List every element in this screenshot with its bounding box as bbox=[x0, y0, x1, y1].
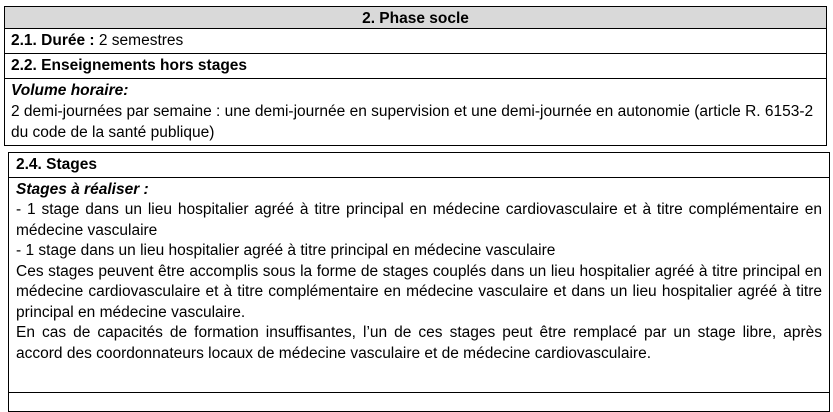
duree-value: 2 semestres bbox=[94, 32, 184, 49]
phase-socle-header: 2. Phase socle bbox=[5, 7, 826, 29]
volume-horaire-label: Volume horaire: bbox=[11, 82, 129, 99]
stages-title: 2.4. Stages bbox=[9, 153, 829, 178]
volume-horaire-row bbox=[5, 79, 826, 145]
stages-couples-paragraph: Ces stages peuvent être accomplis sous la forme de stages couplés dans un lieu hospitalier agréé à titre principal en médecine cardiovasculaire et à titre complémentaire en médecine vasculaire et dans un lieu hospitalier agréé à titre principal en médecine vasculaire. bbox=[16, 262, 822, 321]
stage-item-2: - 1 stage dans un lieu hospitalier agréé à titre principal en médecine vasculaire bbox=[16, 242, 556, 259]
stages-table bbox=[8, 152, 830, 412]
bottom-rule bbox=[8, 392, 830, 393]
stage-libre-paragraph: En cas de capacités de formation insuffisantes, l’un de ces stages peut être remplacé par un stage libre, après accord des coordonnateurs locaux de médecine vasculaire et de médecine cardiovasculaire. bbox=[16, 324, 822, 362]
duree-label: 2.1. Durée : bbox=[11, 32, 95, 49]
stage-item-1: - 1 stage dans un lieu hospitalier agréé à titre principal en médecine cardiovasculaire et à titre complémentaire en médecine vasculaire bbox=[16, 201, 822, 239]
enseignements-title: 2.2. Enseignements hors stages bbox=[5, 54, 826, 79]
duree-row bbox=[5, 29, 826, 54]
phase-socle-table bbox=[4, 6, 827, 146]
stages-body bbox=[9, 178, 829, 366]
stages-label: Stages à réaliser : bbox=[16, 181, 149, 198]
volume-horaire-text: 2 demi-journées par semaine : une demi-journée en supervision et une demi-journée en autonomie (article R. 6153-2 du code de la santé publique) bbox=[11, 103, 814, 141]
